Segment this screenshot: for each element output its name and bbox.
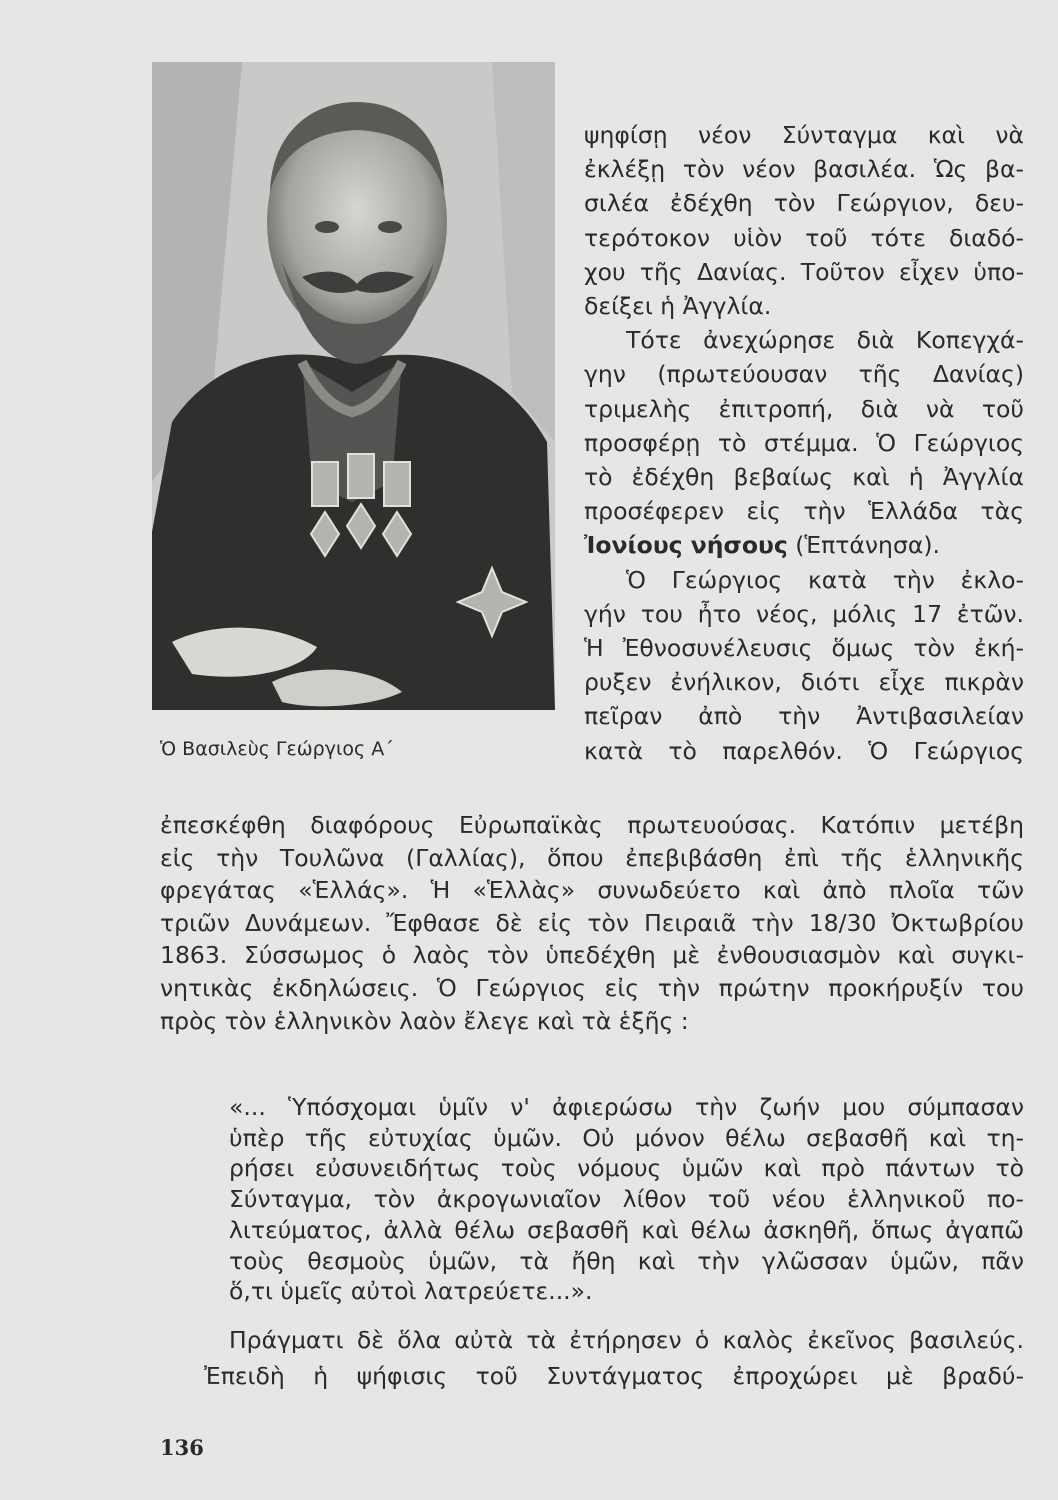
quote-line: τοὺς θεσμοὺς ὑμῶν, τὰ ἤθη καὶ τὴν γλῶσσαν ὑμῶν, πᾶν bbox=[229, 1246, 1024, 1275]
text-line: πεῖραν ἀπὸ τὴν Ἀντιβασιλείαν bbox=[584, 702, 1024, 731]
text-line: Ἐπειδὴ ἡ ψήφισις τοῦ Συντάγματος ἐπροχώρει μὲ βραδύ- bbox=[204, 1362, 1024, 1390]
bold-term: Ἰονίους νήσους bbox=[584, 531, 788, 560]
text-line: προσέφερεν εἰς τὴν Ἑλλάδα τὰς bbox=[584, 497, 1024, 526]
closing-paragraph bbox=[204, 1322, 1024, 1394]
text-line: τριῶν Δυνάμεων. Ἔφθασε δὲ εἰς τὸν Πειραιᾶ τὴν 18/30 Ὀκτωβρίου bbox=[160, 908, 1024, 937]
text-line: 1863. Σύσσωμος ὁ λαὸς τὸν ὑπεδέχθη μὲ ἐνθουσιασμὸν καὶ συγκι- bbox=[160, 941, 1024, 970]
quote-line: ρήσει εὐσυνειδήτως τοὺς νόμους ὑμῶν καὶ πρὸ πάντων τὸ bbox=[229, 1154, 1024, 1183]
text-line-with-bold bbox=[584, 528, 1024, 562]
text-line: προσφέρῃ τὸ στέμμα. Ὁ Γεώργιος bbox=[584, 428, 1024, 457]
text-line: γην (πρωτεύουσαν τῆς Δανίας) bbox=[584, 360, 1024, 389]
portrait-illustration bbox=[152, 62, 555, 710]
text-line: ἐπεσκέφθη διαφόρους Εὐρωπαϊκὰς πρωτευούσας. Κατόπιν μετέβη bbox=[160, 811, 1024, 839]
text-line: ἐκλέξῃ τὸν νέον βασιλέα. Ὡς βα- bbox=[584, 155, 1024, 184]
text-line: Ὁ Γεώργιος κατὰ τὴν ἐκλο- bbox=[626, 565, 1024, 594]
quote-line: ὑπὲρ τῆς εὐτυχίας ὑμῶν. Οὐ μόνον θέλω σεβασθῆ καὶ τη- bbox=[229, 1123, 1024, 1152]
full-width-paragraph bbox=[160, 809, 1024, 1037]
text-line: κατὰ τὸ παρελθόν. Ὁ Γεώργιος bbox=[584, 736, 1024, 765]
text-line: τριμελὴς ἐπιτροπή, διὰ νὰ τοῦ bbox=[584, 394, 1024, 423]
page-number: 136 bbox=[160, 1435, 204, 1460]
text-line: εἰς τὴν Τουλῶνα (Γαλλίας), ὅπου ἐπεβιβάσθη ἐπὶ τῆς ἑλληνικῆς bbox=[160, 843, 1024, 872]
text-line: σιλέα ἐδέχθη τὸν Γεώργιον, δευ- bbox=[584, 189, 1024, 218]
text-line: χου τῆς Δανίας. Τοῦτον εἶχεν ὑπο- bbox=[584, 257, 1024, 286]
text-line: Τότε ἀνεχώρησε διὰ Κοπεγχά- bbox=[626, 326, 1024, 355]
right-column-text bbox=[584, 118, 1024, 768]
text-line: τερότοκον υἱὸν τοῦ τότε διαδό- bbox=[584, 223, 1024, 252]
quote-line: ὅ,τι ὑμεῖς αὐτοὶ λατρεύετε...». bbox=[229, 1277, 593, 1306]
text-line: ρυξεν ἐνήλικον, διότι εἶχε πικρὰν bbox=[584, 668, 1024, 697]
text-line: Ἡ Ἐθνοσυνέλευσις ὅμως τὸν ἐκή- bbox=[584, 634, 1024, 663]
text-fragment: (Ἑπτάνησα). bbox=[795, 531, 940, 560]
quote-line: λιτεύματος, ἀλλὰ θέλω σεβασθῆ καὶ θέλω ἀσκηθῆ, ὅπως ἀγαπῶ bbox=[229, 1215, 1024, 1244]
text-line: δείξει ἡ Ἀγγλία. bbox=[584, 292, 772, 321]
text-line: Πράγματι δὲ ὅλα αὐτὰ τὰ ἐτήρησεν ὁ καλὸς ἐκεῖνος βασιλεύς. bbox=[229, 1326, 1024, 1354]
quote-line: «... Ὑπόσχομαι ὑμῖν ν' ἀφιερώσω τὴν ζωήν μου σύμπασαν bbox=[229, 1093, 1024, 1121]
proclamation-quote bbox=[229, 1092, 1024, 1307]
photo-caption: Ὁ Βασιλεὺς Γεώργιος Α΄ bbox=[160, 738, 394, 760]
quote-line: Σύνταγμα, τὸν ἀκρογωνιαῖον λίθον τοῦ νέου ἑλληνικοῦ πο- bbox=[229, 1185, 1024, 1214]
text-line: ψηφίσῃ νέον Σύνταγμα καὶ νὰ bbox=[584, 121, 1024, 149]
text-line: γήν του ἦτο νέος, μόλις 17 ἐτῶν. bbox=[584, 599, 1024, 628]
text-line: τὸ ἐδέχθη βεβαίως καὶ ἡ Ἀγγλία bbox=[584, 463, 1024, 492]
text-line: πρὸς τὸν ἑλληνικὸν λαὸν ἔλεγε καὶ τὰ ἑξῆς : bbox=[160, 1006, 689, 1035]
text-line: νητικὰς ἐκδηλώσεις. Ὁ Γεώργιος εἰς τὴν πρώτην προκήρυξίν του bbox=[160, 973, 1024, 1002]
text-line: φρεγάτας «Ἑλλάς». Ἡ «Ἑλλὰς» συνωδεύετο καὶ ἀπὸ πλοῖα τῶν bbox=[160, 876, 1024, 905]
portrait-photo bbox=[152, 62, 555, 710]
